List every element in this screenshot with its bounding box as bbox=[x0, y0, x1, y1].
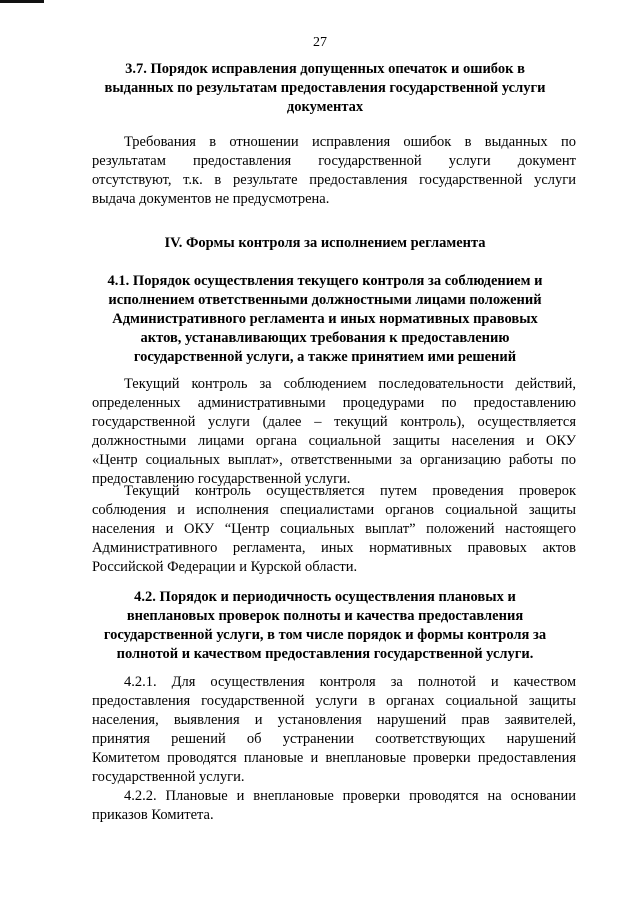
heading-line: 4.2. Порядок и периодичность осуществления плановых и bbox=[134, 589, 516, 605]
text-line: определенных административными процедурами по предоставлению bbox=[92, 395, 576, 411]
heading-line: государственной услуги, а также принятием ими решений bbox=[133, 349, 517, 365]
text-line: принятия решений об устранении соответствующих нарушений bbox=[92, 731, 576, 747]
heading-line: выданных по результатам предоставления государственной услуги bbox=[104, 80, 546, 96]
section-3-7-paragraph bbox=[92, 133, 576, 209]
section-3-7-heading bbox=[90, 60, 560, 117]
page-number: 27 bbox=[313, 35, 327, 50]
text-line: отсутствуют, т.к. в результате предоставления государственной услуги bbox=[92, 172, 576, 188]
section-4-2-heading bbox=[90, 588, 560, 664]
section-4-2-paragraph-2 bbox=[92, 787, 576, 825]
heading-line: исполнением ответственными должностными лицами положений bbox=[108, 292, 542, 308]
text-line: Требования в отношении исправления ошибок в выданных по bbox=[124, 134, 576, 150]
text-line: «Центр социальных выплат», ответственными за организацию работы по bbox=[92, 452, 576, 468]
section-4-1-paragraph-1 bbox=[92, 375, 576, 489]
text-line: должностными лицами органа социальной защиты населения и ОКУ bbox=[92, 433, 576, 449]
text-line: Текущий контроль осуществляется путем проведения проверок bbox=[124, 483, 576, 499]
text-line: выдача документов не предусмотрена. bbox=[92, 191, 330, 207]
text-line: населения, выявления и установления нарушений прав заявителей, bbox=[92, 712, 576, 728]
heading-line: 4.1. Порядок осуществления текущего контроля за соблюдением и bbox=[107, 273, 543, 289]
text-line: Комитетом проводятся плановые и внеплановые проверки предоставления bbox=[92, 750, 576, 766]
heading-line: внеплановых проверок полноты и качества предоставления bbox=[126, 608, 524, 624]
section-4-1-paragraph-2 bbox=[92, 482, 576, 577]
heading-line: полнотой и качеством предоставления государственной услуги. bbox=[116, 646, 534, 662]
text-line: населения и ОКУ “Центр социальных выплат” положений настоящего bbox=[92, 521, 576, 537]
heading-line: 3.7. Порядок исправления допущенных опечаток и ошибок в bbox=[125, 61, 525, 77]
section-4-1-heading bbox=[90, 272, 560, 367]
heading-line: Административного регламента и иных нормативных правовых bbox=[112, 311, 538, 327]
text-line: результатам предоставления государственной услуги документ bbox=[92, 153, 576, 169]
text-line: соблюдения и исполнения специалистами органов социальной защиты bbox=[92, 502, 576, 518]
text-line: предоставления государственной услуги в органах социальной защиты bbox=[92, 693, 576, 709]
text-line: 4.2.1. Для осуществления контроля за полнотой и качеством bbox=[124, 674, 576, 690]
text-line: приказов Комитета. bbox=[92, 807, 214, 823]
text-line: Российской Федерации и Курской области. bbox=[92, 559, 358, 575]
heading-line: IV. Формы контроля за исполнением регламента bbox=[164, 235, 486, 251]
text-line: Административного регламента, иных нормативных правовых актов bbox=[92, 540, 576, 556]
text-line: 4.2.2. Плановые и внеплановые проверки проводятся на основании bbox=[124, 788, 576, 804]
scan-edge-mark bbox=[0, 0, 44, 3]
heading-line: государственной услуги, в том числе порядок и формы контроля за bbox=[103, 627, 547, 643]
heading-line: документах bbox=[286, 99, 364, 115]
text-line: государственной услуги (далее – текущий контроль), осуществляется bbox=[92, 414, 576, 430]
section-4-heading bbox=[90, 234, 560, 253]
text-line: Текущий контроль за соблюдением последовательности действий, bbox=[124, 376, 576, 392]
section-4-2-paragraph-1 bbox=[92, 673, 576, 787]
heading-line: актов, устанавливающих требования к предоставлению bbox=[140, 330, 510, 346]
text-line: государственной услуги. bbox=[92, 769, 245, 785]
text-line: предоставлению государственной услуги. bbox=[92, 471, 351, 487]
